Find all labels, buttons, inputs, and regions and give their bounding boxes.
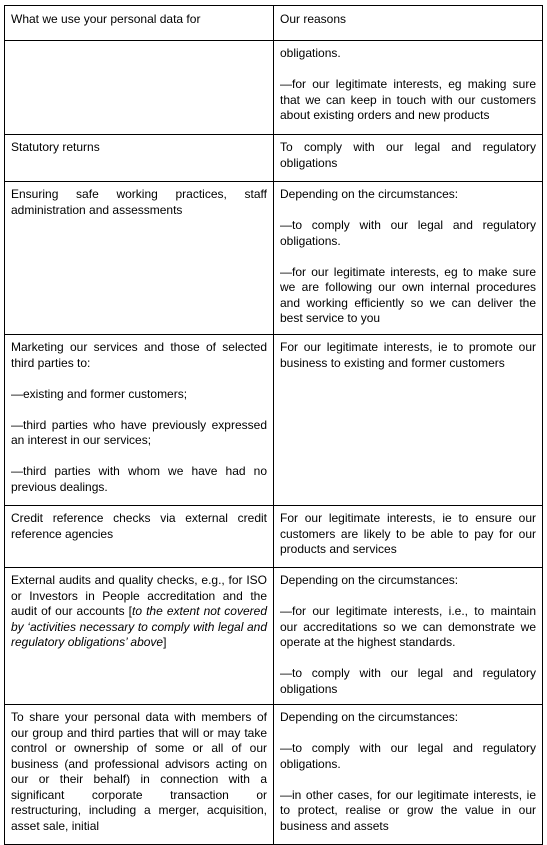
reason-paragraph: —to comply with our legal and regulatory obligations. [280,741,536,771]
reason-paragraph: For our legitimate interests, ie to ensure our customers are likely to be able to pay for our products and services [280,511,536,556]
header-purpose: What we use your personal data for [5,6,274,41]
purpose-cell [5,182,274,335]
reason-cell [274,506,543,568]
reason-paragraph: —to comply with our legal and regulatory obligations. [280,218,536,248]
reason-paragraph: To comply with our legal and regulatory obligations [280,140,536,170]
reason-cell [274,41,543,135]
table-row [5,41,543,135]
purpose-paragraph: —third parties who have previously expressed an interest in our services; [11,417,267,447]
purpose-paragraph: —third parties with whom we have had no previous dealings. [11,464,267,494]
purpose-paragraph: Credit reference checks via external credit reference agencies [11,511,267,541]
purpose-paragraph: Statutory returns [11,140,100,154]
reason-paragraph: Depending on the circumstances: [280,710,459,724]
header-reasons: Our reasons [274,6,543,41]
reason-paragraph: —for our legitimate interests, i.e., to maintain our accreditations so we can demonstrate we operate at the highest standards. [280,604,536,649]
table-row [5,135,543,182]
table-row [5,568,543,705]
purpose-cell [5,705,274,845]
purpose-cell [5,506,274,568]
reason-cell [274,568,543,705]
purpose-text: External audits and quality checks, e.g., for ISO or Investors in People accreditation and the audit of our accounts [ [11,573,267,618]
reason-paragraph: —for our legitimate interests, eg to make sure we are following our own internal procedures and working efficiently so we can deliver the best service to you [280,264,536,325]
purposes-table [4,5,543,845]
reason-paragraph: —for our legitimate interests, eg making sure that we can keep in touch with our customers about existing orders and new products [280,77,536,122]
purpose-cell [5,335,274,506]
reason-paragraph: For our legitimate interests, ie to promote our business to existing and former customers [280,340,536,370]
purpose-paragraph: —existing and former customers; [11,386,188,401]
reason-paragraph: Depending on the circumstances: [280,187,459,201]
reason-paragraph: obligations. [280,46,341,60]
purpose-paragraph: Ensuring safe working practices, staff administration and assessments [11,187,267,217]
reason-paragraph: —in other cases, for our legitimate interests, ie to protect, realise or grow the value in our business and assets [280,787,536,833]
table-row [5,182,543,335]
table-row [5,705,543,845]
closing-bracket: ] [163,635,167,649]
purpose-paragraph: To share your personal data with members of our group and third parties that will or may take control or ownership of some or all of our business (and professional advisors acting on our or their behalf) in connection with a significant corporate transaction or restructuring, including a merger, acquisition, asset sale, initial [11,710,267,833]
purpose-cell [5,41,274,135]
reason-paragraph: Depending on the circumstances: [280,573,459,587]
reason-cell [274,705,543,845]
table-row [5,506,543,568]
reason-cell [274,335,543,506]
purpose-cell [5,135,274,182]
purpose-cell [5,568,274,705]
table-row [5,335,543,506]
reason-cell [274,182,543,335]
drafting-note: to the extent not covered by ‘activities necessary to comply with legal and regulatory obligations’ above [11,604,268,649]
purpose-paragraph: Marketing our services and those of selected third parties to: [11,340,267,370]
reason-paragraph: —to comply with our legal and regulatory obligations [280,666,536,696]
table-header-row [5,6,543,41]
reason-cell [274,135,543,182]
purpose-paragraph [11,573,267,651]
